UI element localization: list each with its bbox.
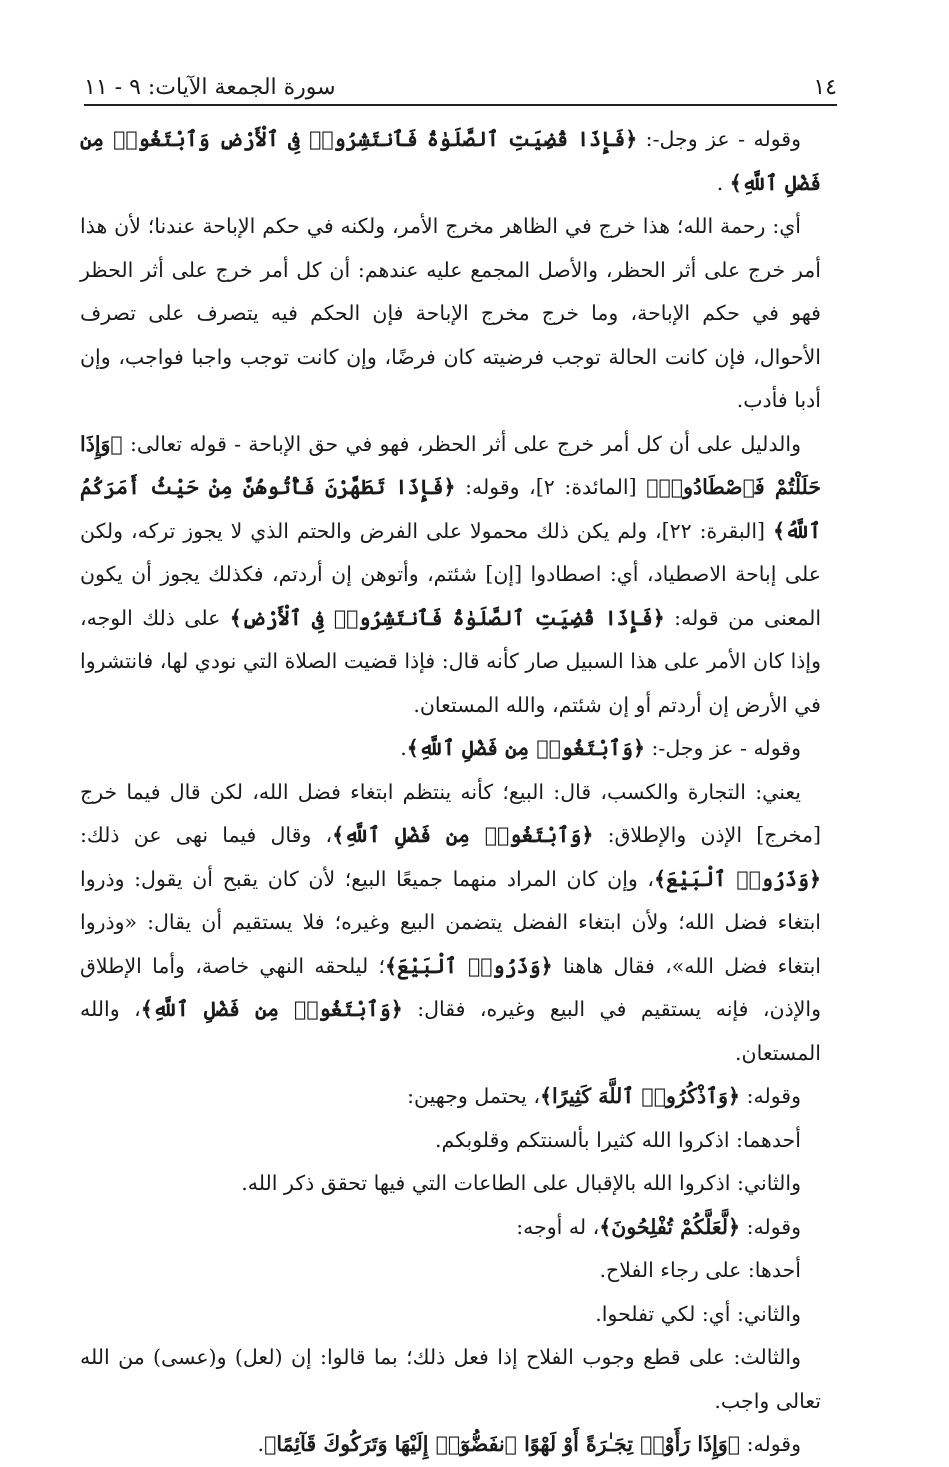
running-title: سورة الجمعة الآيات: ٩ - ١١ xyxy=(84,75,336,100)
paragraph xyxy=(80,1423,821,1467)
text-segment: ، والله المستعان. xyxy=(80,997,821,1065)
text-segment: . xyxy=(716,170,730,195)
quran-quote: ﴿فَإِذَا تَطَهَّرْنَ فَأْتُوهُنَّ مِنْ حَيْثُ أَمَرَكُمُ ٱللَّهُ﴾ xyxy=(80,475,821,543)
quran-quote: ﴿وَذَرُوا۟ ٱلْبَيْعَ﴾ xyxy=(654,866,822,891)
text-segment: ، وإن كان المراد منهما جميعًا البيع؛ لأن كان يقبح أن يقول: وذروا ابتغاء فضل الله؛ ولأن ابتغاء الفضل يتضمن البيع وغيره؛ فلا يستقيم أن يقال: «وذروا ابتغاء فضل الله»، فقال هاهنا xyxy=(80,866,821,978)
quran-quote: ﴿وَٱبْتَغُوا۟ مِن فَضْلِ ٱللَّهِ﴾ xyxy=(332,823,594,847)
quran-quote: ﴿وَٱذْكُرُوا۟ ٱللَّهَ كَثِيرًا﴾ xyxy=(539,1084,741,1108)
quran-quote: ﴿وَٱبْتَغُوا۟ مِن فَضْلِ ٱللَّهِ﴾ xyxy=(406,736,645,760)
paragraph xyxy=(80,727,821,771)
quran-quote: ﴿وَذَرُوا۟ ٱلْبَيْعَ﴾ xyxy=(385,953,553,978)
paragraph xyxy=(80,1336,821,1423)
text-segment: وقوله: xyxy=(740,1214,801,1239)
text-segment: أحدها: على رجاء الفلاح. xyxy=(599,1258,801,1282)
text-segment: . xyxy=(400,736,407,760)
page-number: ١٤ xyxy=(813,75,837,100)
paragraph xyxy=(80,1249,821,1293)
paragraph xyxy=(80,771,821,1076)
text-segment: والثالث: على قطع وجوب الفلاح إذا فعل ذلك؛ بما قالوا: إن (لعل) و(عسى) من الله تعالى واجب. xyxy=(80,1345,821,1413)
quran-quote: ﴿وَٱبْتَغُوا۟ مِن فَضْلِ ٱللَّهِ﴾ xyxy=(140,997,403,1021)
text-segment: [البقرة: ٢٢]، ولم يكن ذلك محمولا على الفرض والحتم الذي لا يجوز تركه، ولكن على إباحة الاصطياد، أي: اصطادوا [إن] شئتم، وأتوهن إن أردتم، فكذلك يجوز أن يكون المعنى من قوله: xyxy=(80,518,822,630)
text-segment: ، وقال فيما نهى عن ذلك: xyxy=(80,823,333,847)
text-segment: يعني: التجارة والكسب، قال: البيع؛ كأنه ينتظم ابتغاء فضل الله، لكن قال فيما خرج [مخرج] الإذن والإطلاق: xyxy=(80,779,821,847)
text-segment: ، له أوجه: xyxy=(516,1214,600,1239)
quran-quote: ﴿لَّعَلَّكُمْ تُفْلِحُونَ﴾ xyxy=(599,1214,741,1239)
text-segment: [المائدة: ٢]، وقوله: xyxy=(455,475,647,499)
text-segment: وقوله: xyxy=(740,1432,801,1456)
text-segment: وقوله - عز وجل-: xyxy=(645,736,801,760)
text-segment: ، يحتمل وجهين: xyxy=(407,1084,540,1108)
quran-quote: ﴿وَإِذَا حَلَلْتُمْ فَٱصْطَادُوا۟﴾ xyxy=(80,431,822,499)
text-segment: والثاني: أي: لكي تفلحوا. xyxy=(595,1301,801,1326)
text-segment: والدليل على أن كل أمر خرج على أثر الحظر، فهو في حق الإباحة - قوله تعالى: xyxy=(122,431,801,456)
quran-quote: ﴿وَإِذَا رَأَوْا۟ تِجَـٰرَةً أَوْ لَهْوًا ٱنفَضُّوٓا۟ إِلَيْهَا وَتَرَكُوكَ قَآئِمًا﴾ xyxy=(264,1432,741,1456)
paragraph xyxy=(80,1119,821,1163)
paragraph xyxy=(80,423,821,728)
text-segment: والثاني: اذكروا الله بالإقبال على الطاعات التي فيها تحقق ذكر الله. xyxy=(241,1171,801,1195)
text-segment: . xyxy=(257,1432,265,1456)
paragraph xyxy=(80,118,821,205)
page-body xyxy=(80,118,821,1467)
text-segment: أحدهما: اذكروا الله كثيرا بألسنتكم وقلوبكم. xyxy=(435,1127,801,1152)
paragraph xyxy=(80,1206,821,1250)
quran-quote: ﴿فَإِذَا قُضِيَتِ ٱلصَّلَوٰةُ فَٱنتَشِرُوا۟ فِى ٱلْأَرْضِ وَٱبْتَغُوا۟ مِن فَضْلِ ٱللَّهِ﴾ xyxy=(80,127,821,195)
text-segment: وقوله - عز وجل-: xyxy=(637,127,801,151)
paragraph xyxy=(80,205,821,423)
text-segment: ؛ ليلحقه النهي خاصة، وأما الإطلاق والإذن، فإنه يستقيم في البيع وغيره، فقال: xyxy=(80,953,821,1021)
paragraph xyxy=(80,1162,821,1206)
quran-quote: ﴿فَإِذَا قُضِيَتِ ٱلصَّلَوٰةُ فَٱنتَشِرُوا۟ فِى ٱلْأَرْضِ﴾ xyxy=(229,605,665,630)
text-segment: وقوله: xyxy=(740,1084,801,1108)
text-segment: على ذلك الوجه، وإذا كان الأمر على هذا السبيل صار كأنه قال: فإذا قضيت الصلاة التي نودي لها، فانتشروا في الأرض إن أردتم أو إن شئتم، والله المستعان. xyxy=(80,605,821,717)
paragraph xyxy=(80,1075,821,1119)
text-segment: أي: رحمة الله؛ هذا خرج في الظاهر مخرج الأمر، ولكنه في حكم الإباحة عندنا؛ لأن هذا أمر خرج على أثر الحظر، والأصل المجمع عليه عندهم: أن كل أمر خرج على أثر الحظر فهو في حكم الإباحة، وما خرج مخرج الإباحة فإن الحكم فيه يتصرف على تصرف الأحوال، فإن كانت الحالة توجب فرضيته كان فرضًا، وإن كانت توجب واجبا فواجب، وإن أدبا فأدب. xyxy=(80,214,821,412)
paragraph xyxy=(80,1293,821,1337)
page-header xyxy=(84,70,837,106)
